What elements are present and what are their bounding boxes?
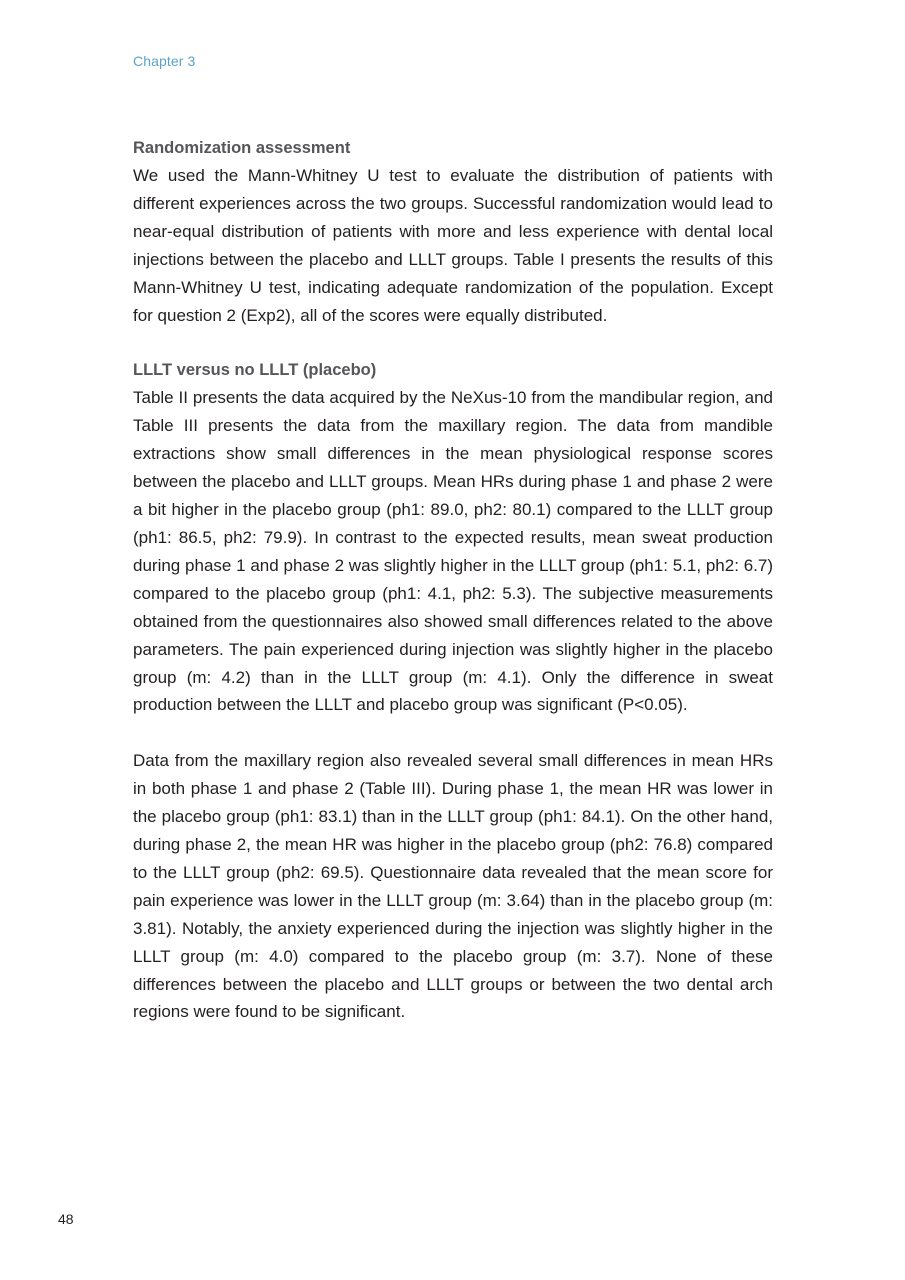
chapter-running-head: Chapter 3 [133,53,196,69]
paragraph-spacer [133,329,773,357]
section-heading-randomization: Randomization assessment [133,139,351,157]
page-number: 48 [58,1211,74,1227]
paragraph-maxillary-results: Data from the maxillary region also revealed several small differences in mean HRs in both phase 1 and phase 2 (Table III). During phase 1, the mean HR was lower in the placebo group (ph1: 83.1) than in the LLLT group (ph1: 84.1). On the other hand, during phase 2, the mean HR was higher in the placebo group (ph2: 76.8) compared to the LLLT group (ph2: 69.5). Questionnaire data revealed that the mean score for pain experience was lower in the LLLT group (m: 3.64) than in the placebo group (m: 3.81). Notably, the anxiety experienced during the injection was slightly higher in the LLLT group (m: 4.0) compared to the placebo group (m: 3.7). None of these differences between the placebo and LLLT groups or between the two dental arch regions were found to be significant. [133,751,773,1022]
paragraph-randomization: We used the Mann-Whitney U test to evaluate the distribution of patients with different experiences across the two groups. Successful randomization would lead to near-equal distribution of patients with more and less experience with dental local injections between the placebo and LLLT groups. Table I presents the results of this Mann-Whitney U test, indicating adequate randomization of the population. Except for question 2 (Exp2), all of the scores were equally distributed. [133,166,773,325]
paragraph-mandibular-results: Table II presents the data acquired by the NeXus-10 from the mandibular region, and Table III presents the data from the maxillary region. The data from mandible extractions show small differences in the mean physiological response scores between the placebo and LLLT groups. Mean HRs during phase 1 and phase 2 were a bit higher in the placebo group (ph1: 89.0, ph2: 80.1) compared to the LLLT group (ph1: 86.5, ph2: 79.9). In contrast to the expected results, mean sweat production during phase 1 and phase 2 was slightly higher in the LLLT group (ph1: 5.1, ph2: 6.7) compared to the placebo group (ph1: 4.1, ph2: 5.3). The subjective measurements obtained from the questionnaires also showed small differences related to the above parameters. The pain experienced during injection was slightly higher in the placebo group (m: 4.2) than in the LLLT group (m: 4.1). Only the difference in sweat production between the LLLT and placebo group was significant (P<0.05). [133,388,773,715]
paragraph-spacer [133,719,773,747]
body-text [133,135,773,1026]
section-heading-lllt-vs-placebo: LLLT versus no LLLT (placebo) [133,361,377,380]
